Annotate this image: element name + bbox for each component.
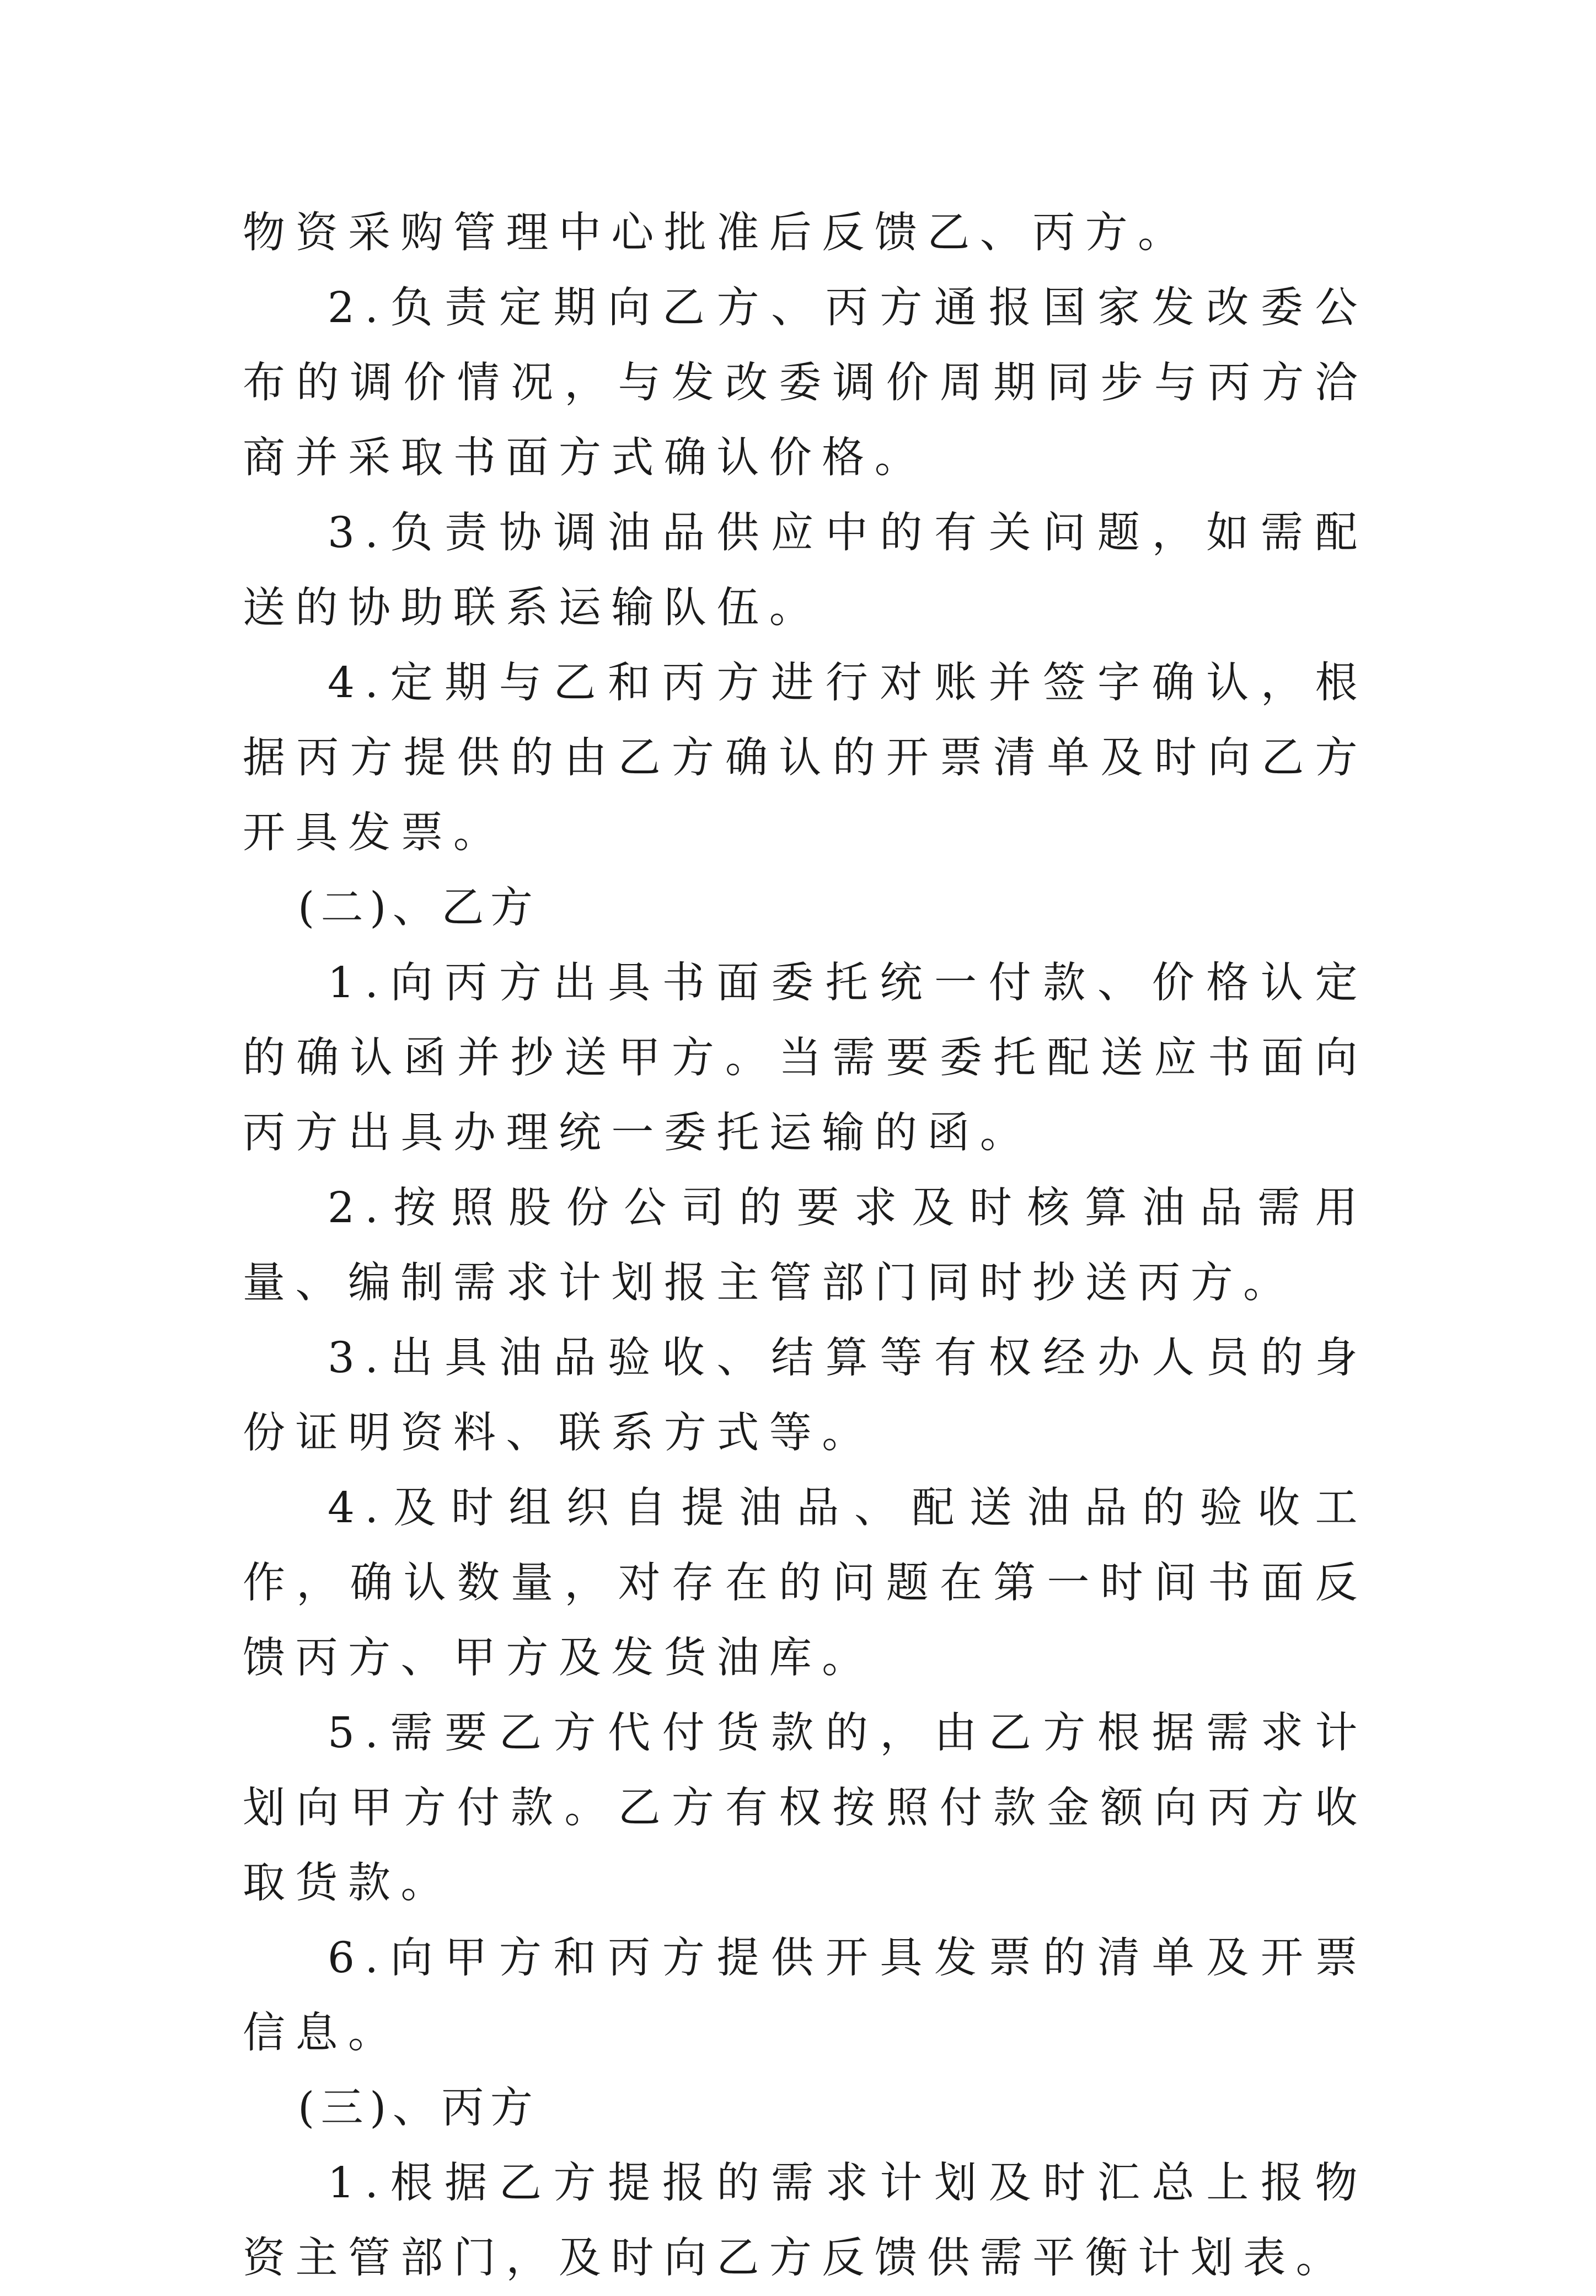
paragraph-item-jia-3: 3.负责协调油品供应中的有关问题，如需配送的协助联系运输队伍。 [243, 509, 1368, 633]
paragraph-item-jia-2: 2.负责定期向乙方、丙方通报国家发改委公布的调价情况，与发改委调价周期同步与丙方洽商并采取书面方式确认价格。 [243, 283, 1368, 483]
paragraph-item-yi-5: 5.需要乙方代付货款的，由乙方根据需求计划向甲方付款。乙方有权按照付款金额向丙方收取货款。 [243, 1709, 1368, 1908]
paragraph-item-yi-4: 4.及时组织自提油品、配送油品的验收工作，确认数量，对存在的问题在第一时间书面反馈丙方、甲方及发货油库。 [243, 1484, 1368, 1683]
paragraph-item-yi-2: 2.按照股份公司的要求及时核算油品需用量、编制需求计划报主管部门同时抄送丙方。 [243, 1184, 1368, 1308]
document-body [243, 196, 1368, 2296]
paragraph-continuation: 物资采购管理中心批准后反馈乙、丙方。 [243, 208, 1191, 258]
section-heading-bing: (三)、丙方 [298, 2084, 539, 2133]
paragraph-item-yi-1: 1.向丙方出具书面委托统一付款、价格认定的确认函并抄送甲方。当需要委托配送应书面向丙方出具办理统一委托运输的函。 [243, 959, 1368, 1158]
paragraph-item-yi-6: 6.向甲方和丙方提供开具发票的清单及开票信息。 [243, 1934, 1368, 2058]
section-heading-yi: (二)、乙方 [298, 884, 539, 933]
paragraph-item-jia-4: 4.定期与乙和丙方进行对账并签字确认，根据丙方提供的由乙方确认的开票清单及时向乙方开具发票。 [243, 659, 1368, 858]
paragraph-item-yi-3: 3.出具油品验收、结算等有权经办人员的身份证明资料、联系方式等。 [243, 1334, 1368, 1458]
paragraph-item-bing-1: 1.根据乙方提报的需求计划及时汇总上报物资主管部门，及时向乙方反馈供需平衡计划表。 [243, 2159, 1368, 2283]
